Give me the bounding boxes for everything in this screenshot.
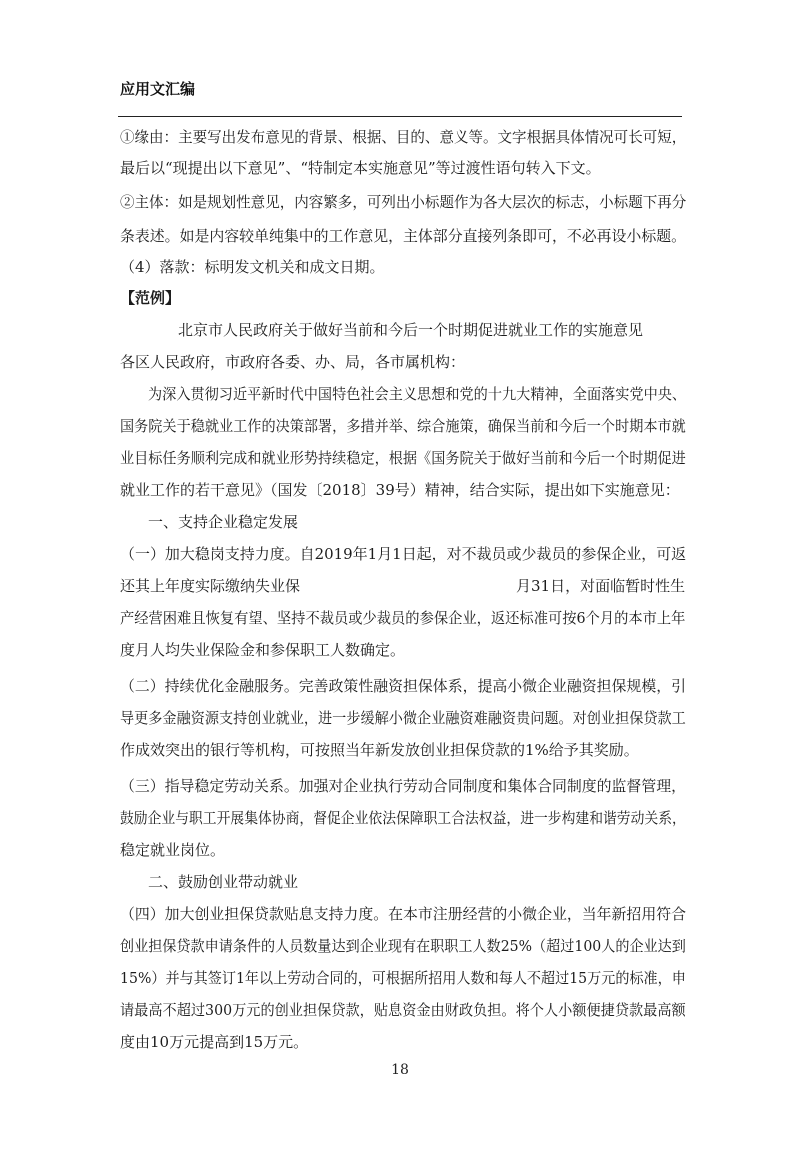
text-line: 各区人民政府，市政府各委、办、局，各市属机构： xyxy=(120,353,466,371)
text-line: 15%）并与其签订1年以上劳动合同的，可根据所招用人数和每人不超过15万元的标准，申 xyxy=(120,969,686,987)
text-line-fragment: 月31日，对面临暂时性生 xyxy=(516,577,686,595)
text-line: 请最高不超过300万元的创业担保贷款，贴息资金由财政负担。将个人小额便捷贷款最高额 xyxy=(120,1001,686,1019)
text-line: 业目标任务顺利完成和就业形势持续稳定，根据《国务院关于做好当前和今后一个时期促进 xyxy=(120,449,686,467)
text-line: 最后以“现提出以下意见”、“特制定本实施意见”等过渡性语句转入下文。 xyxy=(120,159,601,177)
text-line: 为深入贯彻习近平新时代中国特色社会主义思想和党的十九大精神，全面落实党中央、 xyxy=(148,385,687,403)
text-line: 条表述。如是内容较单纯集中的工作意见，主体部分直接列条即可，不必再设小标题。 xyxy=(120,227,687,245)
section-heading: 一、支持企业稳定发展 xyxy=(148,513,299,531)
running-header-title: 应用文汇编 xyxy=(120,80,196,98)
text-line: 产经营困难且恢复有望、坚持不裁员或少裁员的参保企业，返还标准可按6个月的本市上年 xyxy=(120,609,686,627)
text-line: 鼓励企业与职工开展集体协商，督促企业依法保障职工合法权益，进一步构建和谐劳动关系， xyxy=(120,809,686,827)
text-line: 稳定就业岗位。 xyxy=(120,841,226,859)
text-line-fragment: 还其上年度实际缴纳失业保 xyxy=(120,577,301,595)
text-line: （四）加大创业担保贷款贴息支持力度。在本市注册经营的小微企业，当年新招用符合 xyxy=(120,905,687,923)
text-line: 度月人均失业保险金和参保职工人数确定。 xyxy=(120,641,406,659)
text-line: 作成效突出的银行等机构，可按照当年新发放创业担保贷款的1%给予其奖励。 xyxy=(120,741,639,759)
text-line: 度由10万元提高到15万元。 xyxy=(120,1033,309,1051)
text-line: 就业工作的若干意见》（国发〔2018〕39号）精神，结合实际，提出如下实施意见： xyxy=(120,481,680,499)
page-number: 18 xyxy=(391,1062,409,1078)
text-line: （三）指导稳定劳动关系。加强对企业执行劳动合同制度和集体合同制度的监督管理， xyxy=(120,777,687,795)
text-line: 创业担保贷款申请条件的人员数量达到企业现有在职职工人数25%（超过100人的企业达到 xyxy=(120,937,686,955)
text-line: （4）落款：标明发文机关和成文日期。 xyxy=(120,258,385,276)
section-label: 【范例】 xyxy=(120,289,181,307)
text-line: （一）加大稳岗支持力度。自2019年1月1日起，对不裁员或少裁员的参保企业，可返 xyxy=(120,545,687,563)
example-title: 北京市人民政府关于做好当前和今后一个时期促进就业工作的实施意见 xyxy=(178,321,644,339)
text-line: ②主体：如是规划性意见，内容繁多，可列出小标题作为各大层次的标志，小标题下再分 xyxy=(120,193,687,211)
section-heading: 二、鼓励创业带动就业 xyxy=(148,873,299,891)
text-line: （二）持续优化金融服务。完善政策性融资担保体系，提高小微企业融资担保规模，引 xyxy=(120,677,687,695)
text-line: ①缘由：主要写出发布意见的背景、根据、目的、意义等。文字根据具体情况可长可短， xyxy=(120,128,687,146)
text-line: 国务院关于稳就业工作的决策部署，多措并举、综合施策，确保当前和今后一个时期本市就 xyxy=(120,417,686,435)
text-line: 导更多金融资源支持创业就业，进一步缓解小微企业融资难融资贵问题。对创业担保贷款工 xyxy=(120,709,686,727)
